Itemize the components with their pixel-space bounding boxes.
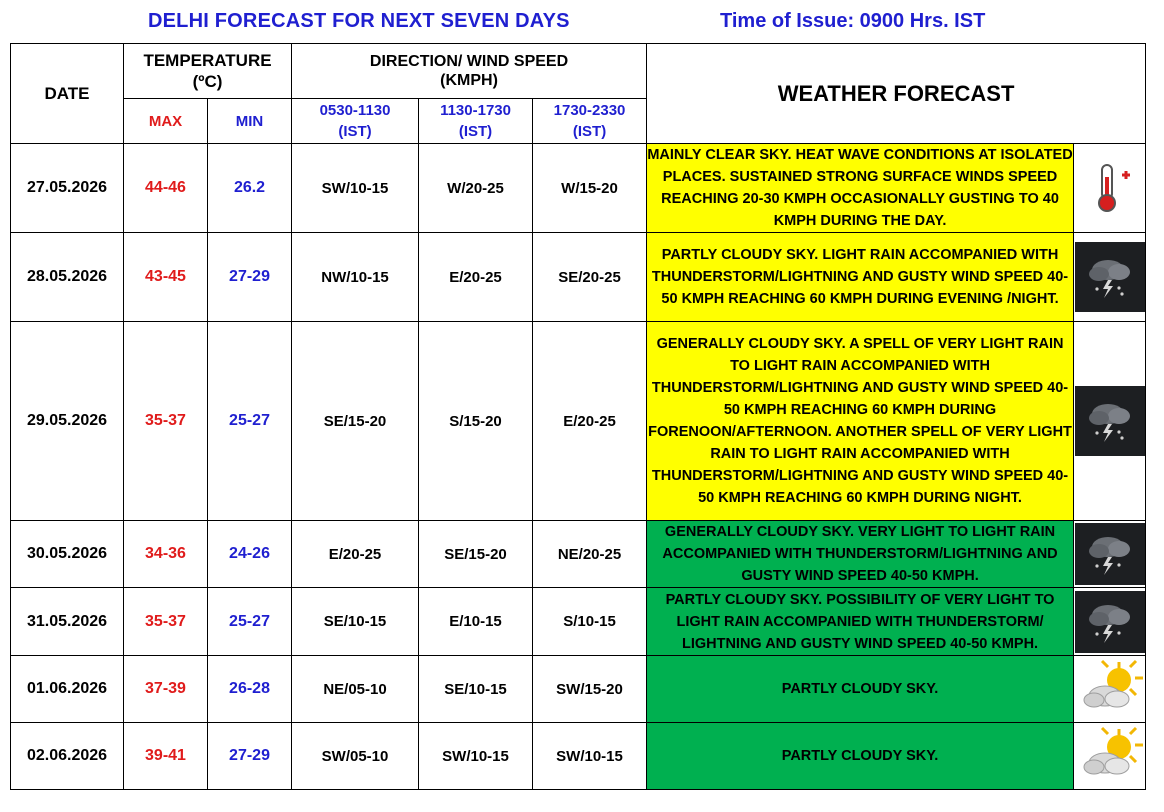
thunderstorm-icon [1075, 523, 1145, 585]
row-min: 27-29 [208, 233, 292, 322]
header-slot-2 [419, 99, 533, 144]
row-min: 27-29 [208, 723, 292, 790]
header-direction-unit: (KMPH) [440, 72, 498, 89]
table-row [11, 233, 1146, 322]
thunderstorm-icon [1075, 242, 1145, 312]
row-date: 01.06.2026 [11, 656, 124, 723]
header-direction [292, 44, 647, 99]
row-date: 29.05.2026 [11, 322, 124, 521]
row-wind-3: S/10-15 [533, 588, 647, 656]
row-wind-1: SE/10-15 [292, 588, 419, 656]
header-direction-label: DIRECTION/ WIND SPEED [369, 53, 569, 70]
row-wind-2: S/15-20 [419, 322, 533, 521]
row-max: 39-41 [124, 723, 208, 790]
header-weather-forecast: WEATHER FORECAST [647, 44, 1146, 144]
row-icon-cell [1074, 144, 1146, 233]
row-min: 25-27 [208, 322, 292, 521]
partly-cloudy-icon [1075, 725, 1145, 787]
row-icon-cell [1074, 723, 1146, 790]
row-wind-1: NW/10-15 [292, 233, 419, 322]
row-wind-2: W/20-25 [419, 144, 533, 233]
row-forecast: GENERALLY CLOUDY SKY. A SPELL OF VERY LIGHT RAIN TO LIGHT RAIN ACCOMPANIED WITH THUNDERSTORM/LIGHTNING AND GUSTY WIND SPEED 40-50 KMPH REACHING 60 KMPH DURING FORENOON/AFTERNOON. ANOTHER SPELL OF VERY LIGHT RAIN TO LIGHT RAIN ACCOMPANIED WITH THUNDERSTORM/LIGHTNING AND GUSTY WIND SPEED 40-50 KMPH REACHING 60 KMPH DURING NIGHT. [647, 322, 1074, 521]
table-row [11, 322, 1146, 521]
header-temperature [124, 44, 292, 99]
row-forecast: PARTLY CLOUDY SKY. LIGHT RAIN ACCOMPANIED WITH THUNDERSTORM/LIGHTNING AND GUSTY WIND SPEED 40-50 KMPH REACHING 60 KMPH DURING EVENING /NIGHT. [647, 233, 1074, 322]
row-max: 35-37 [124, 322, 208, 521]
row-wind-2: SE/10-15 [419, 656, 533, 723]
row-forecast: MAINLY CLEAR SKY. HEAT WAVE CONDITIONS AT ISOLATED PLACES. SUSTAINED STRONG SURFACE WINDS SPEED REACHING 20-30 KMPH OCCASIONALLY GUSTING TO 40 KMPH DURING THE DAY. [647, 144, 1074, 233]
slot-zone: (IST) [458, 123, 493, 140]
header-slot-3 [533, 99, 647, 144]
row-icon-cell [1074, 588, 1146, 656]
table-row [11, 656, 1146, 723]
row-wind-3: W/15-20 [533, 144, 647, 233]
page-title: DELHI FORECAST FOR NEXT SEVEN DAYS [148, 10, 570, 32]
header-temperature-label: TEMPERATURE [143, 51, 272, 70]
row-min: 24-26 [208, 521, 292, 588]
slot-zone: (IST) [338, 123, 372, 140]
slot-zone: (IST) [572, 123, 607, 140]
row-min: 26-28 [208, 656, 292, 723]
issue-time: Time of Issue: 0900 Hrs. IST [720, 10, 986, 32]
row-wind-1: NE/05-10 [292, 656, 419, 723]
row-wind-3: NE/20-25 [533, 521, 647, 588]
row-max: 44-46 [124, 144, 208, 233]
row-max: 35-37 [124, 588, 208, 656]
header-max: MAX [124, 99, 208, 144]
row-min: 26.2 [208, 144, 292, 233]
slot-time: 1730-2330 [553, 102, 626, 119]
row-date: 02.06.2026 [11, 723, 124, 790]
header-date: DATE [11, 44, 124, 144]
table-row [11, 521, 1146, 588]
row-forecast: PARTLY CLOUDY SKY. POSSIBILITY OF VERY LIGHT TO LIGHT RAIN ACCOMPANIED WITH THUNDERSTORM/ LIGHTNING AND GUSTY WIND SPEED 40-50 KMPH. [647, 588, 1074, 656]
row-wind-3: SE/20-25 [533, 233, 647, 322]
row-date: 28.05.2026 [11, 233, 124, 322]
row-wind-1: E/20-25 [292, 521, 419, 588]
row-icon-cell [1074, 322, 1146, 521]
thunderstorm-icon [1075, 591, 1145, 653]
row-wind-3: E/20-25 [533, 322, 647, 521]
partly-cloudy-icon [1075, 658, 1145, 720]
slot-time: 1130-1730 [440, 102, 511, 119]
row-icon-cell [1074, 656, 1146, 723]
row-wind-1: SE/15-20 [292, 322, 419, 521]
header-min: MIN [208, 99, 292, 144]
row-max: 43-45 [124, 233, 208, 322]
row-wind-2: E/10-15 [419, 588, 533, 656]
row-wind-2: E/20-25 [419, 233, 533, 322]
header-temperature-unit: (ºC) [192, 72, 223, 91]
row-min: 25-27 [208, 588, 292, 656]
row-wind-2: SE/15-20 [419, 521, 533, 588]
thunderstorm-icon [1075, 386, 1145, 456]
row-date: 31.05.2026 [11, 588, 124, 656]
row-wind-1: SW/10-15 [292, 144, 419, 233]
row-max: 37-39 [124, 656, 208, 723]
table-row [11, 144, 1146, 233]
row-icon-cell [1074, 521, 1146, 588]
row-max: 34-36 [124, 521, 208, 588]
row-wind-2: SW/10-15 [419, 723, 533, 790]
forecast-table [10, 43, 1146, 790]
row-date: 27.05.2026 [11, 144, 124, 233]
table-row [11, 588, 1146, 656]
slot-time: 0530-1130 [319, 102, 391, 119]
row-wind-3: SW/10-15 [533, 723, 647, 790]
row-forecast: GENERALLY CLOUDY SKY. VERY LIGHT TO LIGHT RAIN ACCOMPANIED WITH THUNDERSTORM/LIGHTNING AND GUSTY WIND SPEED 40-50 KMPH. [647, 521, 1074, 588]
row-icon-cell [1074, 233, 1146, 322]
row-wind-1: SW/05-10 [292, 723, 419, 790]
row-forecast: PARTLY CLOUDY SKY. [647, 723, 1074, 790]
thermometer-hot-icon [1075, 153, 1145, 223]
row-wind-3: SW/15-20 [533, 656, 647, 723]
header-slot-1 [292, 99, 419, 144]
table-row [11, 723, 1146, 790]
row-forecast: PARTLY CLOUDY SKY. [647, 656, 1074, 723]
row-date: 30.05.2026 [11, 521, 124, 588]
